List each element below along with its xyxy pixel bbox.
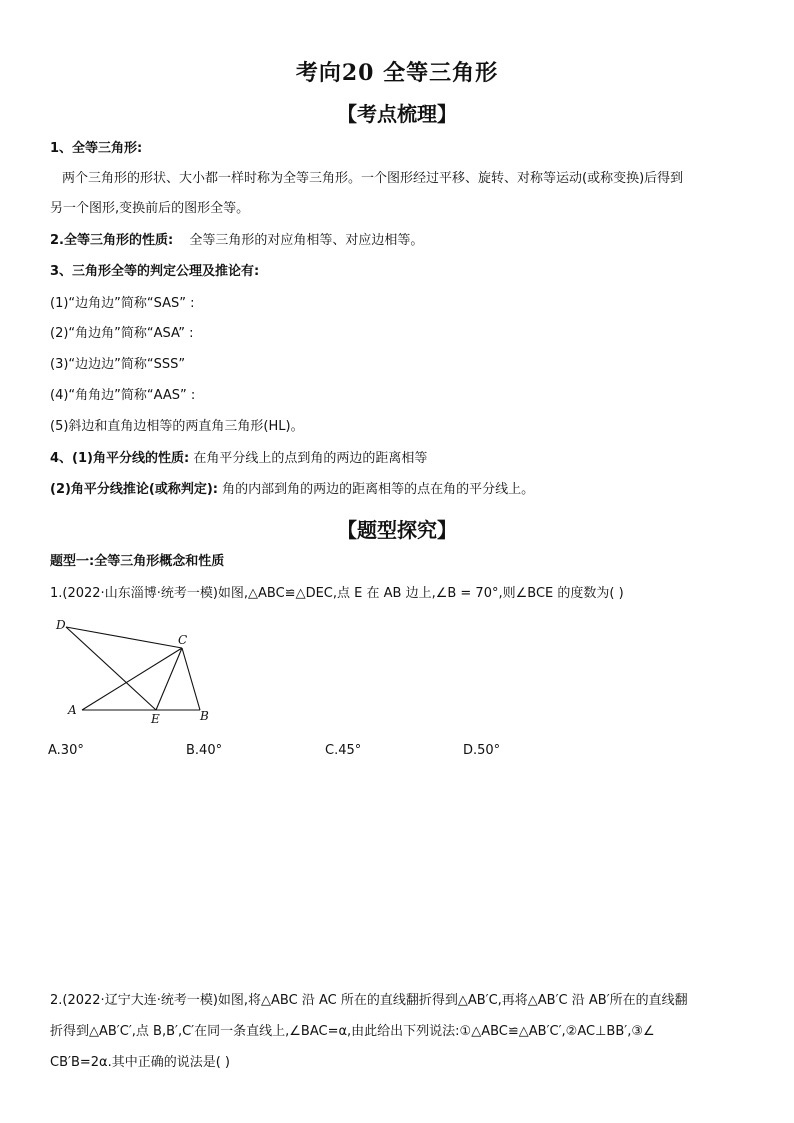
segment-cb [182,648,200,710]
label-e: E [151,712,160,726]
criterion-asa: (2)“角边角”简称“ASA” : [50,326,194,341]
label-a: A [68,703,77,717]
point2-line [50,232,423,250]
label-c: C [178,633,188,647]
point4b-line [50,481,534,499]
criterion-aas: (4)“角角边”简称“AAS” : [50,388,196,403]
type1-heading: 题型一:全等三角形概念和性质 [50,554,225,569]
segment-ec [156,648,182,710]
point4-line [50,450,427,468]
label-d: D [56,618,66,632]
question2-line1: 2.(2022·辽宁大连·统考一模)如图,将△ABC 沿 AC 所在的直线翻折得到△AB′C,再将△AB′C 沿 AB′所在的直线翻 [50,993,688,1008]
figure-triangles-q1 [52,612,222,727]
point4-heading: 4、(1)角平分线的性质: [50,451,190,466]
point4b-heading: (2)角平分线推论(或称判定): [50,482,219,497]
segment-dc [66,627,182,648]
q1-option-a: A.30° [48,743,84,758]
criterion-sas: (1)“边角边”简称“SAS” : [50,296,195,311]
page-title: 考向20 全等三角形 [295,60,499,86]
label-b: B [200,709,209,723]
segment-de [66,627,156,710]
point2-heading: 2.全等三角形的性质: [50,233,174,248]
criterion-sss: (3)“边边边”简称“SSS” [50,357,186,372]
point4b-text: 角的内部到角的两边的距离相等的点在角的平分线上。 [222,482,535,497]
q1-option-b: B.40° [186,743,223,758]
point1-heading: 1、全等三角形: [50,141,143,156]
criterion-hl: (5)斜边和直角边相等的两直角三角形(HL)。 [50,419,304,434]
point2-text: 全等三角形的对应角相等、对应边相等。 [189,233,424,248]
segment-ac [82,648,182,710]
point1-text-b: 另一个图形,变换前后的图形全等。 [50,201,250,216]
question2-line3: CB′B=2α.其中正确的说法是( ) [50,1055,231,1070]
section-heading-review: 【考点梳理】 [337,102,457,126]
point3-heading: 3、三角形全等的判定公理及推论有: [50,264,260,279]
q1-option-c: C.45° [325,743,362,758]
question2-line2: 折得到△AB′C′,点 B,B′,C′在同一条直线上,∠BAC=α,由此给出下列说法:①△ABC≌△AB′C′,②AC⊥BB′,③∠ [50,1024,655,1039]
section-heading-practice: 【题型探究】 [337,518,457,542]
question1-text: 1.(2022·山东淄博·统考一模)如图,△ABC≌△DEC,点 E 在 AB 边上,∠B = 70°,则∠BCE 的度数为( ) [50,586,624,601]
point1-text-a: 两个三角形的形状、大小都一样时称为全等三角形。一个图形经过平移、旋转、对称等运动(或称变换)后得到 [62,171,684,186]
point4-text: 在角平分线上的点到角的两边的距离相等 [193,451,428,466]
q1-option-d: D.50° [463,743,501,758]
